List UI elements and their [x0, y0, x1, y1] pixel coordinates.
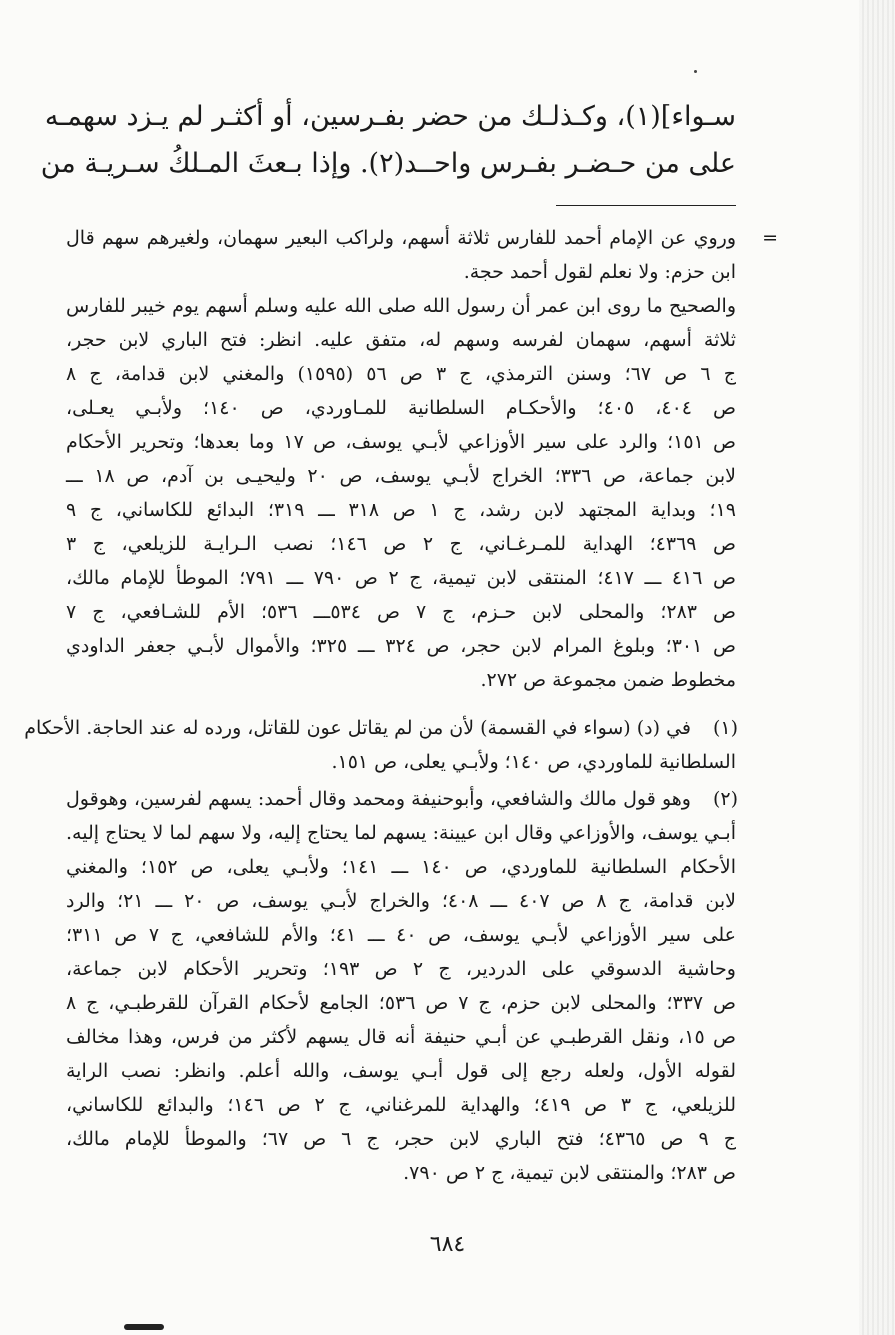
footnote-line: أبـي يوسف، والأوزاعي وقال ابن عيينة: يسهم لما يحتاج إليه، ولا سهم لما لا يحتاج إليه. — [66, 822, 736, 844]
footnote-line: ص ٢٨٣؛ والمحلى لابن حـزم، ج ٧ ص ٥٣٤ـــ ٥٣٦؛ الأم للشـافعي، ج ٧ — [66, 601, 736, 623]
footnote-line: ص ٣٣٧؛ والمحلى لابن حزم، ج ٧ ص ٥٣٦؛ الجامع لأحكام القرآن للقرطبـي، ج ٨ — [66, 992, 736, 1014]
footnote-line: الأحكام السلطانية للماوردي، ص ١٤٠ ـــ ١٤١؛ ولأبـي يعلى، ص ١٥٢؛ والمغني — [66, 856, 737, 878]
footnote-line: ١٩؛ وبداية المجتهد لابن رشد، ج ١ ص ٣١٨ ـــ ٣١٩؛ البدائع للكاساني، ج ٩ — [66, 499, 736, 521]
footnote-line: ج ٩ ص ٤٣٦٥؛ فتح الباري لابن حجر، ج ٦ ص ٦٧؛ والموطأ للإمام مالك، — [66, 1128, 736, 1150]
footnote-line: ص ١٥، ونقل القرطبـي عن أبـي حنيفة أنه قال يسهم لأكثر من فرس، وهذا مخالف — [66, 1026, 736, 1048]
footnote-line: وهو قول مالك والشافعي، وأبوحنيفة ومحمد وقال أحمد: يسهم لفرسين، وهوقول — [66, 788, 691, 810]
footnote-line: مخطوط ضمن مجموعة ص ٢٧٢. — [480, 669, 736, 691]
footnote-line: على سير الأوزاعي لأبـي يوسف، ص ٤٠ ـــ ٤١؛ والأم للشافعي، ج ٧ ص ٣١١؛ — [66, 924, 736, 946]
footnote-line: ص ٤٠٤، ٤٠٥؛ والأحكـام السلطانية للمـاوردي، ص ١٤٠؛ ولأبـي يعـلى، — [66, 397, 737, 419]
footnote-line: ثلاثة أسهم، سهمان لفرسه وسهم له، متفق عليه. انظر: فتح الباري لابن حجر، — [66, 329, 736, 351]
scan-speck — [694, 70, 697, 73]
footnote-line: للزيلعي، ج ٣ ص ٤١٩؛ والهداية للمرغناني، ج ٢ ص ١٤٦؛ والبدائع للكاساني، — [66, 1094, 736, 1116]
footnote-line: لابن جماعة، ص ٣٣٦؛ الخراج لأبـي يوسف، ص ٢٠ وليحيـى بن آدم، ص ١٨ ـــ — [66, 465, 736, 487]
footnote-line: لقوله الأول، ولعله رجع إلى قول أبـي يوسف، والله أعلم. وانظر: نصب الراية — [66, 1060, 736, 1082]
footnote-marker: (٢) — [712, 788, 738, 810]
footnote-line: ص ٣٠١؛ وبلوغ المرام لابن حجر، ص ٣٢٤ ـــ ٣٢٥؛ والأموال لأبـي جعفر الداودي — [66, 635, 736, 657]
footnote-line: في (د) (سواء في القسمة) لأن من لم يقاتل عون للقاتل، ورده له عند الحاجة. الأحكام — [24, 717, 691, 739]
footnote-line: ص ٢٨٣؛ والمنتقى لابن تيمية، ج ٢ ص ٧٩٠. — [403, 1162, 736, 1184]
footnote-line: ص ٤٣٦٩؛ الهداية للمـرغـاني، ج ٢ ص ١٤٦؛ نصب الـرايـة للزيلعي، ج ٣ — [66, 533, 736, 555]
scan-mark — [124, 1324, 164, 1330]
footnote-line: وحاشية الدسوقي على الدردير، ج ٢ ص ١٩٣؛ وتحرير الأحكام لابن جماعة، — [66, 958, 736, 980]
footnote-line: ص ٤١٦ ـــ ٤١٧؛ المنتقى لابن تيمية، ج ٢ ص ٧٩٠ ـــ ٧٩١؛ الموطأ للإمام مالك، — [66, 567, 736, 589]
footnote-line: وروي عن الإمام أحمد للفارس ثلاثة أسهم، ولراكب البعير سهمان، ولغيرهم سهم قال — [66, 227, 736, 249]
main-text-line-1: سـواء](١)، وكـذلـك من حضر بفـرسين، أو أكثـر لم يـزد سهمـه — [44, 101, 736, 132]
page-edge-shadow — [859, 0, 895, 1335]
footnote-line: ابن حزم: ولا نعلم لقول أحمد حجة. — [463, 261, 736, 283]
footnote-line: ج ٦ ص ٦٧؛ وسنن الترمذي، ج ٣ ص ٥٦ (١٥٩٥) والمغني لابن قدامة، ج ٨ — [66, 363, 736, 385]
footnote-line: والصحيح ما روى ابن عمر أن رسول الله صلى الله عليه وسلم أسهم يوم خيبر للفارس — [66, 295, 736, 317]
footnote-marker: = — [762, 227, 778, 249]
footnote-marker: (١) — [712, 717, 738, 739]
footnote-line: ص ١٥١؛ والرد على سير الأوزاعي لأبـي يوسف، ص ١٧ وما بعدها؛ وتحرير الأحكام — [66, 431, 736, 453]
footnote-divider — [556, 205, 736, 206]
footnote-line: لابن قدامة، ج ٨ ص ٤٠٧ ـــ ٤٠٨؛ والخراج لأبـي يوسف، ص ٢٠ ـــ ٢١؛ والرد — [66, 890, 737, 912]
page-number: ٦٨٤ — [429, 1232, 466, 1257]
footnote-line: السلطانية للماوردي، ص ١٤٠؛ ولأبـي يعلى، ص ١٥١. — [331, 751, 736, 773]
main-text-line-2: على من حـضـر بفـرس واحــد(٢). وإذا بـعثَ المـلكُ سـريـة من — [40, 148, 736, 179]
